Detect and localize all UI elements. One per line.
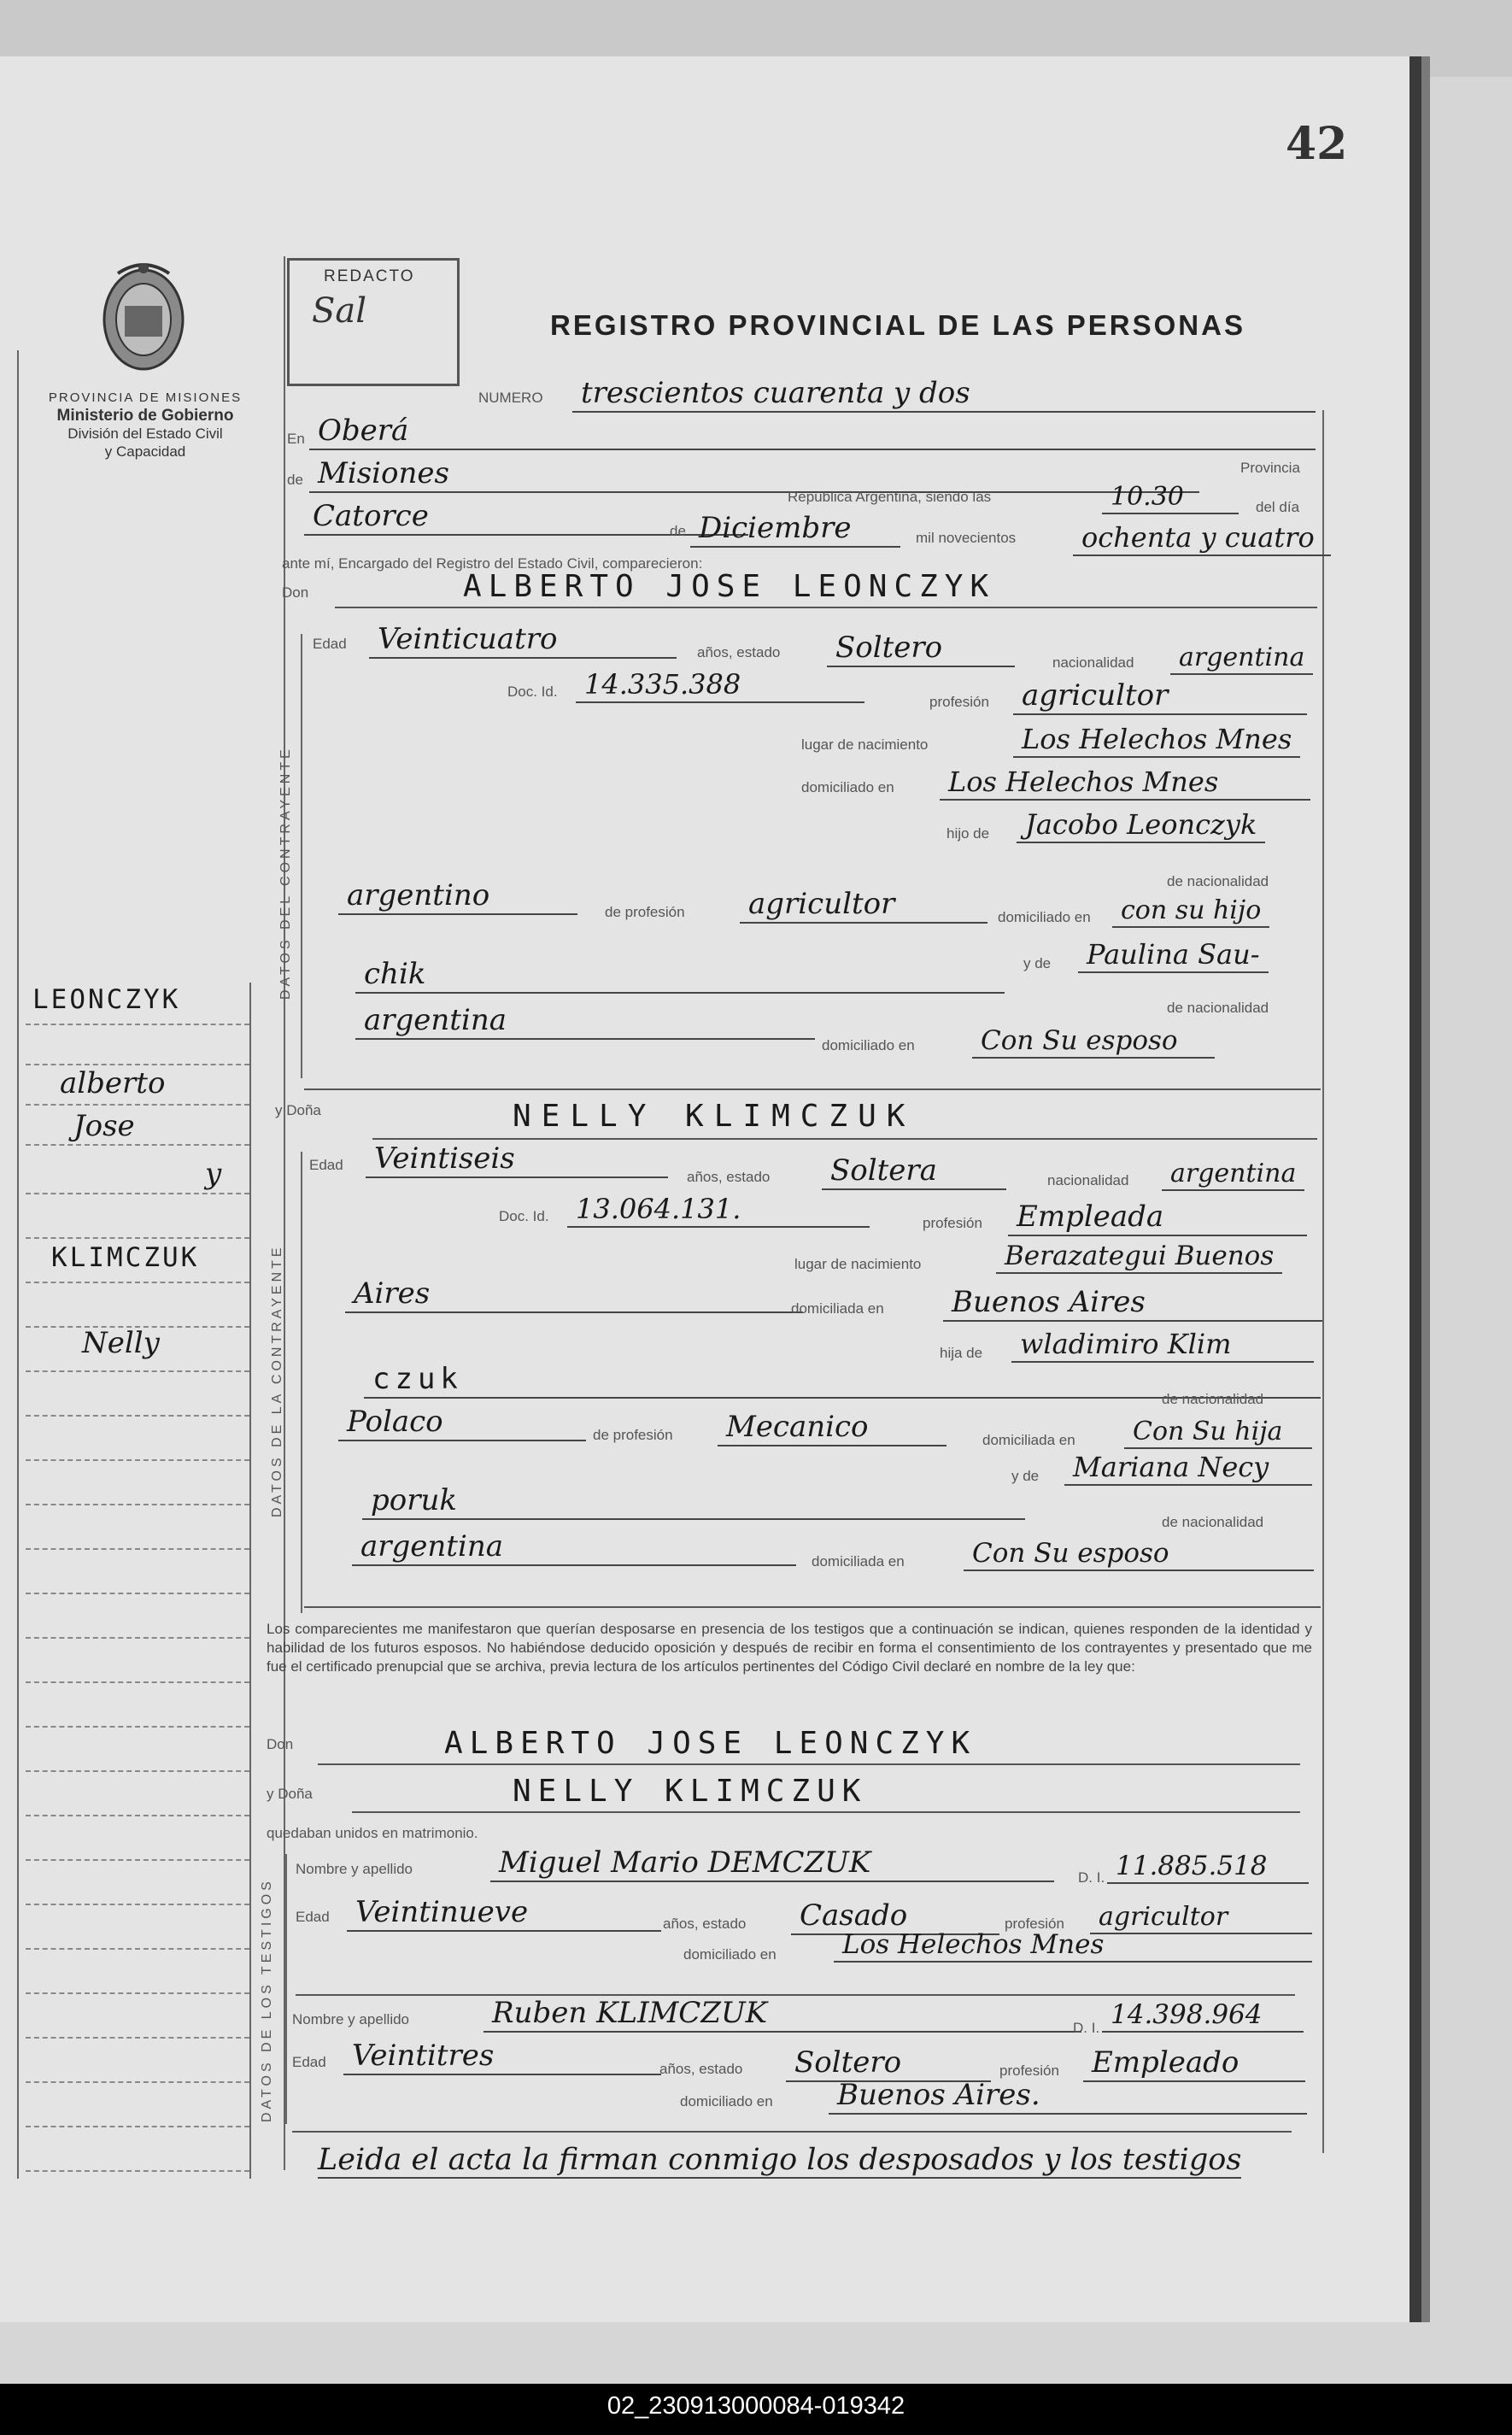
bride-domiciliada-label: domiciliada en: [791, 1300, 884, 1317]
bride-bracket: [301, 1152, 302, 1613]
division-line-1: División del Estado Civil: [67, 425, 223, 442]
groom-father-domicile: con su hijo: [1112, 895, 1269, 928]
w2-di: 14.398.964: [1102, 1999, 1304, 2033]
margin-rule: [26, 1415, 249, 1417]
bride-section-label: DATOS DE LA CONTRAYENTE: [270, 1244, 284, 1517]
decl-bride: NELLY KLIMCZUK: [513, 1774, 868, 1809]
margin-conjunction: y: [205, 1157, 222, 1191]
w2-edad-label: Edad: [292, 2054, 326, 2070]
bride-doc-label: Doc. Id.: [499, 1208, 549, 1224]
bride-mother-cont: poruk: [362, 1483, 1025, 1520]
w1-di-label: D. I.: [1078, 1869, 1105, 1886]
bride-name: NELLY KLIMCZUK: [513, 1099, 916, 1134]
act-number: trescientos cuarenta y dos: [572, 376, 1316, 413]
y-dona-label: y Doña: [275, 1102, 321, 1118]
ministry-name: Ministerio de Gobierno: [56, 407, 234, 425]
w2-profesion-label: profesión: [999, 2062, 1059, 2079]
ministry-header: [17, 389, 273, 461]
file-caption: 02_230913000084-019342: [607, 2392, 905, 2420]
margin-rule: [26, 1815, 249, 1816]
w1-profesion-label: profesión: [1005, 1916, 1064, 1932]
nacionalidad-label: nacionalidad: [1052, 654, 1134, 671]
month-field: Diciembre: [690, 511, 900, 548]
witness-section-label: DATOS DE LOS TESTIGOS: [260, 1878, 274, 2122]
groom-nationality: argentina: [1170, 642, 1313, 675]
provincia-label: Provincia: [1240, 460, 1300, 476]
en-label: En: [287, 431, 305, 447]
bride-age: Veintiseis: [366, 1141, 668, 1178]
coat-of-arms-icon: [92, 256, 195, 376]
bride-end-rule: [304, 1606, 1321, 1608]
province-name: PROVINCIA DE MISIONES: [48, 390, 243, 405]
bride-edad-label: Edad: [309, 1157, 343, 1173]
decl-dona-rule: [352, 1811, 1300, 1813]
mil-label: mil novecientos: [916, 530, 1017, 546]
page-number: 42: [1286, 118, 1348, 170]
groom-status: Soltero: [827, 631, 1015, 667]
bride-birthplace: Berazategui Buenos: [996, 1241, 1282, 1274]
margin-rule: [26, 1904, 249, 1905]
dona-rule: [372, 1138, 1317, 1140]
margin-rule: [26, 1459, 249, 1461]
margin-given-1b: Jose: [73, 1109, 135, 1143]
decl-closing: quedaban unidos en matrimonio.: [267, 1825, 478, 1841]
margin-given-1a: alberto: [60, 1066, 166, 1100]
w1-anos-label: años, estado: [663, 1916, 747, 1932]
bride-status: Soltera: [822, 1153, 1006, 1190]
bride-father-domicile-label: domiciliada en: [982, 1432, 1075, 1448]
bride-hija-label: hija de: [940, 1345, 983, 1361]
bride-father-profesion-label: de profesión: [593, 1427, 673, 1443]
mother-domicile-label: domiciliado en: [822, 1037, 915, 1053]
groom-domicile: Los Helechos Mnes: [940, 766, 1310, 801]
groom-father-profession: agricultor: [740, 887, 987, 924]
closing-note: Leida el acta la firman conmigo los desposados y los testigos: [318, 2143, 1242, 2177]
domiciliado-label: domiciliado en: [801, 779, 894, 795]
anos-estado-label: años, estado: [697, 644, 781, 660]
w2-domicile: Buenos Aires.: [829, 2078, 1307, 2115]
margin-given-2: Nelly: [82, 1326, 160, 1360]
bride-father: wladimiro Klim: [1011, 1328, 1314, 1363]
margin-rule: [26, 1948, 249, 1950]
groom-section-label: DATOS DEL CONTRAYENTE: [278, 746, 293, 1000]
lugar-label: lugar de nacimiento: [801, 736, 929, 753]
ante-text: ante mí, Encargado del Registro del Estado Civil, comparecieron:: [282, 555, 703, 572]
bride-profession: Empleada: [1008, 1200, 1307, 1236]
margin-rule: [26, 2170, 249, 2172]
bride-doc: 13.064.131.: [567, 1193, 870, 1228]
w2-nombre-label: Nombre y apellido: [292, 2011, 410, 2027]
bride-mother-nac-label: de nacionalidad: [1162, 1514, 1264, 1530]
margin-rule: [26, 1681, 249, 1683]
w2-name: Ruben KLIMCZUK: [483, 1996, 1081, 2033]
margin-rule: [26, 1193, 249, 1194]
y-de-label: y de: [1023, 955, 1052, 971]
bride-domicile: Buenos Aires: [943, 1285, 1322, 1322]
margin-rule: [26, 1504, 249, 1505]
father-domicile-label: domiciliado en: [998, 909, 1091, 925]
bride-father-profession: Mecanico: [718, 1410, 946, 1446]
groom-profession: agricultor: [1013, 678, 1307, 715]
decl-don-rule: [318, 1763, 1300, 1765]
decl-don-label: Don: [267, 1736, 294, 1752]
bride-mother: Mariana Necy: [1064, 1451, 1312, 1486]
year-field: ochenta y cuatro: [1073, 521, 1331, 556]
bride-mother-domicile: Con Su esposo: [964, 1538, 1314, 1571]
bride-father-domicile: Con Su hija: [1124, 1417, 1312, 1449]
bride-father-cont: czuk: [364, 1362, 1321, 1399]
w2-end-rule: [292, 2131, 1292, 2133]
mother-nac-label: de nacionalidad: [1167, 1000, 1269, 1016]
father-profesion-label: de profesión: [605, 904, 685, 920]
w1-edad-label: Edad: [296, 1909, 330, 1925]
groom-mother-nationality: argentina: [355, 1003, 815, 1040]
groom-end-rule: [304, 1088, 1321, 1090]
bride-nationality: argentina: [1162, 1159, 1304, 1191]
de-label: de: [287, 472, 303, 488]
margin-rule: [26, 1637, 249, 1639]
del-dia-label: del día: [1256, 499, 1300, 515]
groom-father: Jacobo Leonczyk: [1017, 808, 1265, 843]
w2-domiciliado-label: domiciliado en: [680, 2093, 773, 2109]
doc-label: Doc. Id.: [507, 684, 558, 700]
w1-profession: agricultor: [1090, 1902, 1312, 1934]
day-field: Catorce: [304, 499, 748, 536]
w1-domiciliado-label: domiciliado en: [683, 1946, 777, 1963]
margin-rule: [26, 1770, 249, 1772]
profesion-label: profesión: [929, 694, 989, 710]
groom-mother-cont: chik: [355, 957, 1005, 994]
margin-rule: [26, 1024, 249, 1025]
decl-groom: ALBERTO JOSE LEONCZYK: [444, 1726, 977, 1761]
margin-rule: [26, 1548, 249, 1550]
margin-rule: [26, 1237, 249, 1239]
declaration-text: Los comparecientes me manifestaron que querían desposarse en presencia de los testigos que a continuación se indican, quienes responden de la identidad y habilidad de los futuros esposos. No habiéndose deducido oposición y después de recibir en forma el consentimiento de los contrayentes y presentado que me fue el certificado prenupcial que se archiva, previa lectura de los artículos pertinentes del Código Civil declaré en nombre de la ley que:: [267, 1621, 1312, 1675]
bride-father-nac-label: de nacionalidad: [1162, 1391, 1264, 1407]
w1-age: Veintinueve: [347, 1895, 661, 1932]
numero-label: NUMERO: [478, 390, 543, 406]
margin-rule: [26, 1064, 249, 1065]
w2-status: Soltero: [786, 2045, 991, 2082]
stamp-label: REDACTO: [324, 267, 415, 285]
groom-mother: Paulina Sau-: [1078, 938, 1269, 973]
margin-rule: [26, 1859, 249, 1861]
margin-rule: [26, 2126, 249, 2127]
w1-status: Casado: [791, 1898, 999, 1935]
form-border-right: [1322, 410, 1324, 2153]
w2-anos-label: años, estado: [659, 2061, 743, 2077]
decl-dona-label: y Doña: [267, 1786, 313, 1802]
bride-nac-label: nacionalidad: [1047, 1172, 1129, 1188]
father-nac-label: de nacionalidad: [1167, 873, 1269, 889]
w1-name: Miguel Mario DEMCZUK: [490, 1845, 1054, 1882]
margin-surname-1: LEONCZYK: [32, 984, 181, 1015]
de-month-label: de: [670, 523, 686, 539]
bride-mother-domicile-label: domiciliada en: [812, 1553, 905, 1570]
time-field: 10.30: [1102, 482, 1239, 514]
division-line-2: y Capacidad: [104, 443, 186, 460]
witness-bracket: [285, 1854, 287, 2124]
bride-mother-nationality: argentina: [352, 1529, 796, 1566]
margin-border-right: [249, 983, 251, 2179]
registry-title: REGISTRO PROVINCIAL DE LAS PERSONAS: [550, 309, 1245, 341]
w1-di: 11.885.518: [1107, 1851, 1309, 1884]
republica-text: República Argentina, siendo las: [788, 489, 992, 505]
w1-domicile: Los Helechos Mnes: [834, 1929, 1312, 1963]
groom-doc: 14.335.388: [576, 668, 864, 703]
margin-rule: [26, 1726, 249, 1728]
edad-label: Edad: [313, 636, 347, 652]
stamp-signature: Sal: [312, 291, 367, 331]
groom-age: Veinticuatro: [369, 622, 677, 659]
margin-rule: [26, 2081, 249, 2083]
bride-father-nationality: Polaco: [338, 1405, 586, 1441]
margin-rule: [26, 2037, 249, 2039]
bride-anos-label: años, estado: [687, 1169, 771, 1185]
w2-di-label: D. I.: [1073, 2020, 1100, 2036]
bride-profesion-label: profesión: [923, 1215, 982, 1231]
bride-birthplace-cont: Aires: [345, 1276, 803, 1313]
groom-name: ALBERTO JOSE LEONCZYK: [463, 569, 996, 604]
margin-rule: [26, 1370, 249, 1372]
groom-bracket: [301, 634, 302, 1078]
don-label: Don: [282, 584, 309, 601]
margin-rule: [26, 1992, 249, 1994]
province-field: Misiones: [309, 456, 1199, 493]
w2-age: Veintitres: [343, 2039, 661, 2075]
margin-rule: [26, 1282, 249, 1283]
margin-surname-2: KLIMCZUK: [51, 1242, 200, 1273]
w1-nombre-label: Nombre y apellido: [296, 1861, 413, 1877]
margin-rule: [26, 1593, 249, 1594]
city-field: Oberá: [309, 414, 1316, 450]
margin-rule: [26, 1104, 249, 1106]
bride-y-de-label: y de: [1011, 1468, 1040, 1484]
groom-birthplace: Los Helechos Mnes: [1013, 723, 1300, 758]
groom-mother-domicile: Con Su esposo: [972, 1025, 1215, 1059]
hijo-label: hijo de: [946, 825, 990, 842]
margin-border: [17, 350, 19, 2179]
don-rule: [335, 607, 1317, 608]
groom-father-nationality: argentino: [338, 878, 577, 915]
w2-profession: Empleado: [1083, 2045, 1305, 2082]
redacto-stamp: [287, 258, 460, 386]
margin-rule: [26, 1144, 249, 1146]
bride-lugar-label: lugar de nacimiento: [794, 1256, 922, 1272]
